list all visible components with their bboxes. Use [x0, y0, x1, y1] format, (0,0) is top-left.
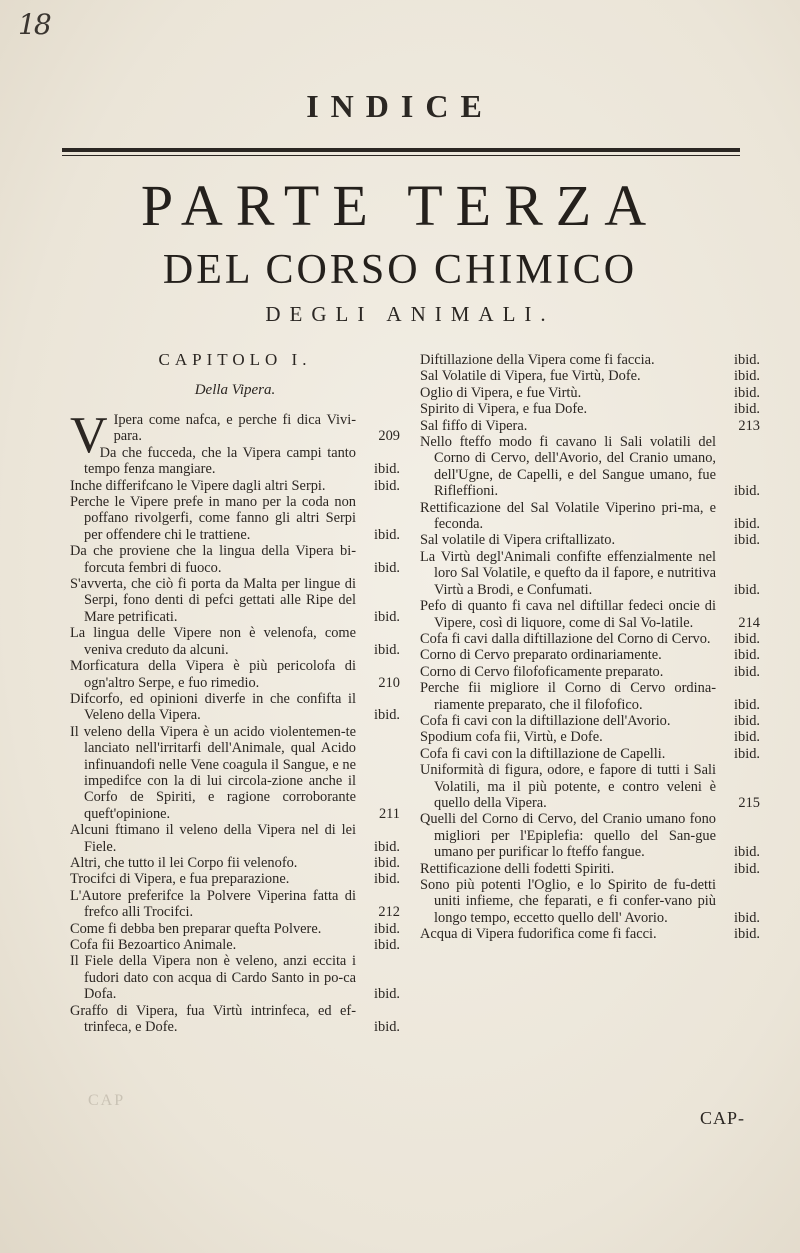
entry-text: Da che fucceda, che la Vipera campi tanto tempo fenza mangiare.	[84, 444, 356, 478]
entry-text: Sal Volatile di Vipera, fue Virtù, Dofe.	[420, 368, 641, 385]
entry-page: ibid.	[734, 729, 760, 746]
entry-text: Sal volatile di Vipera criftallizato.	[420, 532, 616, 549]
entry-text: Altri, che tutto il lei Corpo fii velenofo.	[70, 854, 298, 871]
entry-text: Trocifci di Vipera, e fua preparazione.	[70, 871, 290, 888]
entry-text: Perche le Vipere prefe in mano per la coda non poffano rivolgerfi, come fanno gli altri Serpi per offendere chi le trattiene.	[70, 494, 356, 543]
entry-text: Da che proviene che la lingua della Vipera bi-forcuta fembri di fuoco.	[70, 543, 356, 576]
index-entry	[70, 478, 400, 494]
entry-page: ibid.	[734, 844, 760, 861]
index-entry	[70, 855, 400, 871]
index-entry	[70, 543, 400, 576]
index-entry	[420, 401, 760, 417]
entry-page: ibid.	[374, 1019, 400, 1036]
index-entry	[70, 871, 400, 887]
index-entry	[70, 576, 400, 625]
index-entry	[70, 658, 400, 691]
entry-page: ibid.	[374, 641, 400, 658]
entry-text: Ipera come nafca, e perche fi dica Vivi-para.	[113, 412, 356, 445]
entry-text: S'avverta, che ciò fi porta da Malta per lingue di Serpi, fono denti di pefci gettati alle Ripe del Mare petrificati.	[70, 576, 356, 625]
index-entry	[420, 680, 760, 713]
index-entry	[420, 811, 760, 860]
entry-text: Nello fteffo modo fi cavano li Sali volatili del Corno di Cervo, dell'Avorio, del Cranio umano, dell'Ugne, de Capelli, e del Sangue umano, fue Rifleffioni.	[420, 434, 716, 500]
index-entry	[420, 713, 760, 729]
entry-text: Sono più potenti l'Oglio, e lo Spirito de fu-detti uniti infieme, che feparati, e fi confer-vano più longo tempo, eccetto quello dell' Avorio.	[420, 877, 716, 926]
entry-page: ibid.	[734, 745, 760, 762]
index-entry	[420, 598, 760, 631]
entry-text: Cofa fi cavi con la diftillazione dell'Avorio.	[420, 712, 671, 729]
entry-text: Quelli del Corno di Cervo, del Cranio umano fono migliori per l'Epiplefia: quello del San-gue umano per purificar lo fteffo fangue.	[420, 811, 716, 861]
index-entry	[420, 352, 760, 368]
index-entry	[420, 762, 760, 811]
entry-text: Rettificazione delli fodetti Spiriti.	[420, 860, 615, 877]
entry-text: Graffo di Vipera, fua Virtù intrinfeca, ed ef-trinfeca, e Dofe.	[70, 1002, 356, 1036]
index-entry	[420, 500, 760, 533]
entry-page: ibid.	[734, 532, 760, 549]
manuscript-page-number: 18	[18, 8, 50, 41]
index-entry	[70, 1003, 400, 1036]
entry-text: Spodium cofa fii, Virtù, e Dofe.	[420, 729, 603, 746]
entry-text: L'Autore preferifce la Polvere Viperina fatta di frefco alli Trocifci.	[70, 887, 356, 921]
index-entry	[420, 664, 760, 680]
entry-page: ibid.	[374, 871, 400, 888]
entry-page: 215	[738, 794, 760, 811]
index-entry	[420, 926, 760, 942]
entry-text: Morficatura della Vipera è più pericolofa di ogn'altro Serpe, e fuo rimedio.	[70, 658, 356, 691]
entry-page: ibid.	[374, 707, 400, 724]
entry-page: ibid.	[734, 926, 760, 943]
chapter-heading: CAPITOLO I.	[158, 350, 312, 369]
entry-text: Cofa fi cavi con la diftillazione de Capelli.	[420, 745, 666, 762]
index-entry	[70, 937, 400, 953]
index-entry	[70, 724, 400, 822]
entry-page: ibid.	[374, 937, 400, 953]
entry-text: Corno di Cervo preparato ordinariamente.	[420, 647, 662, 664]
header-rule-thick	[62, 148, 740, 152]
index-entry	[420, 729, 760, 745]
entry-page: ibid.	[734, 663, 760, 680]
entry-text: Diftillazione della Vipera come fi faccia.	[420, 352, 655, 368]
index-entry	[70, 691, 400, 724]
index-entry	[70, 822, 400, 855]
entry-text: Corno di Cervo filofoficamente preparato.	[420, 663, 664, 680]
index-entry	[70, 921, 400, 937]
entry-text: Oglio di Vipera, e fue Virtù.	[420, 384, 582, 401]
entry-text: Cofa fii Bezoartico Animale.	[70, 937, 237, 953]
index-entry	[420, 532, 760, 548]
entry-page: ibid.	[374, 461, 400, 478]
entry-page: ibid.	[734, 384, 760, 401]
entry-text: Inche differifcano le Vipere dagli altri Serpi.	[70, 477, 326, 494]
entry-page: ibid.	[734, 581, 760, 598]
index-entry	[70, 445, 400, 478]
entry-page: ibid.	[734, 647, 760, 664]
index-entry	[70, 888, 400, 921]
entry-page: 212	[378, 904, 400, 921]
section-title: DEGLI ANIMALI.	[265, 302, 555, 326]
entry-page: ibid.	[734, 516, 760, 533]
index-entry	[420, 385, 760, 401]
drop-cap: V	[70, 407, 108, 464]
entry-page: ibid.	[374, 986, 400, 1003]
chapter-subtitle: Della Vipera.	[194, 382, 276, 398]
entry-page: ibid.	[374, 559, 400, 576]
entry-text: La Virtù degl'Animali confifte effenzialmente nel loro Sal Volatile, e quefto da il fapore, e nutritiva Virtù a Brodi, e Confumati.	[420, 548, 717, 598]
entry-page: ibid.	[374, 477, 400, 494]
entry-page: ibid.	[374, 608, 400, 625]
index-entry	[420, 418, 760, 434]
entry-text: Cofa fi cavi dalla diftillazione del Corno di Cervo.	[420, 630, 711, 647]
part-title: PARTE TERZA	[140, 173, 660, 238]
entry-page: 210	[378, 674, 400, 691]
entry-page: ibid.	[374, 526, 400, 543]
entry-page: ibid.	[734, 630, 760, 647]
index-entry	[420, 877, 760, 926]
index-entry	[70, 625, 400, 658]
entry-text: Perche fii migliore il Corno di Cervo ordina-riamente preparato, che il filofofico.	[420, 680, 716, 713]
entry-page: ibid.	[734, 909, 760, 926]
entry-page: 211	[378, 805, 400, 822]
index-entry	[70, 953, 400, 1002]
entry-page: ibid.	[374, 854, 400, 871]
entry-page: ibid.	[734, 860, 760, 877]
entry-page: ibid.	[734, 352, 760, 368]
running-header: INDICE	[306, 88, 494, 124]
entry-page: 209	[378, 428, 400, 445]
index-entry	[420, 746, 760, 762]
entry-text: Spirito di Vipera, e fua Dofe.	[420, 401, 588, 418]
entry-page: ibid.	[734, 368, 760, 385]
entry-page: ibid.	[374, 838, 400, 855]
entry-page: 214	[738, 614, 760, 631]
entry-text: Uniformità di figura, odore, e fapore di tutti i Sali Volatili, ma il più potente, e contro veleni è quello della Vipera.	[420, 762, 716, 811]
index-entry	[420, 549, 760, 598]
entry-page: ibid.	[734, 712, 760, 729]
left-entry-list	[70, 445, 400, 1036]
right-column	[420, 352, 760, 943]
entry-text: Acqua di Vipera fudorifica come fi facci.	[420, 926, 657, 943]
index-entry	[420, 631, 760, 647]
faded-stamp: CAP	[88, 1092, 126, 1109]
entry-page: ibid.	[734, 401, 760, 418]
catchword: CAP-	[700, 1108, 746, 1128]
entry-text: Rettificazione del Sal Volatile Viperino pri-ma, e feconda.	[420, 499, 716, 533]
entry-text: La lingua delle Vipere non è velenofa, come veniva creduto da alcuni.	[70, 625, 356, 658]
index-entry	[420, 434, 760, 500]
entry-page: ibid.	[734, 483, 760, 500]
entry-text: Il Fiele della Vipera non è veleno, anzi eccita i fudori dato con acqua di Cardo Santo in po-ca Dofa.	[70, 953, 356, 1003]
entry-text: Difcorfo, ed opinioni diverfe in che confifta il Veleno della Vipera.	[70, 690, 356, 724]
left-column	[70, 352, 400, 1035]
index-entry	[420, 647, 760, 663]
header-rule-thin	[62, 155, 740, 156]
right-entry-list	[420, 352, 760, 943]
index-entry	[70, 494, 400, 543]
entry-text: Il veleno della Vipera è un acido violentemen-te lanciato nell'irritarfi dell'Animale, qual Acido infinuandofi nelle Vene coagula il Sangue, e ne impedifce con la di lui circola-zione anche il Corfo de Spiriti, e ragione corroborante queft'opinione.	[70, 723, 356, 822]
entry-text: Alcuni ftimano il veleno della Vipera nel di lei Fiele.	[70, 822, 356, 855]
entry-text: Sal fiffo di Vipera.	[420, 417, 528, 434]
index-entry	[420, 861, 760, 877]
entry-page: ibid.	[374, 920, 400, 937]
course-title: DEL CORSO CHIMICO	[162, 247, 638, 293]
entry-page: ibid.	[734, 696, 760, 713]
entry-text: Come fi debba ben preparar quefta Polvere.	[70, 920, 322, 937]
entry-page: 213	[738, 417, 760, 434]
index-entry	[420, 368, 760, 384]
entry-text: Pefo di quanto fi cava nel diftillar fedeci oncie di Vipere, così di liquore, come di Sal Vo-latile.	[420, 598, 716, 631]
